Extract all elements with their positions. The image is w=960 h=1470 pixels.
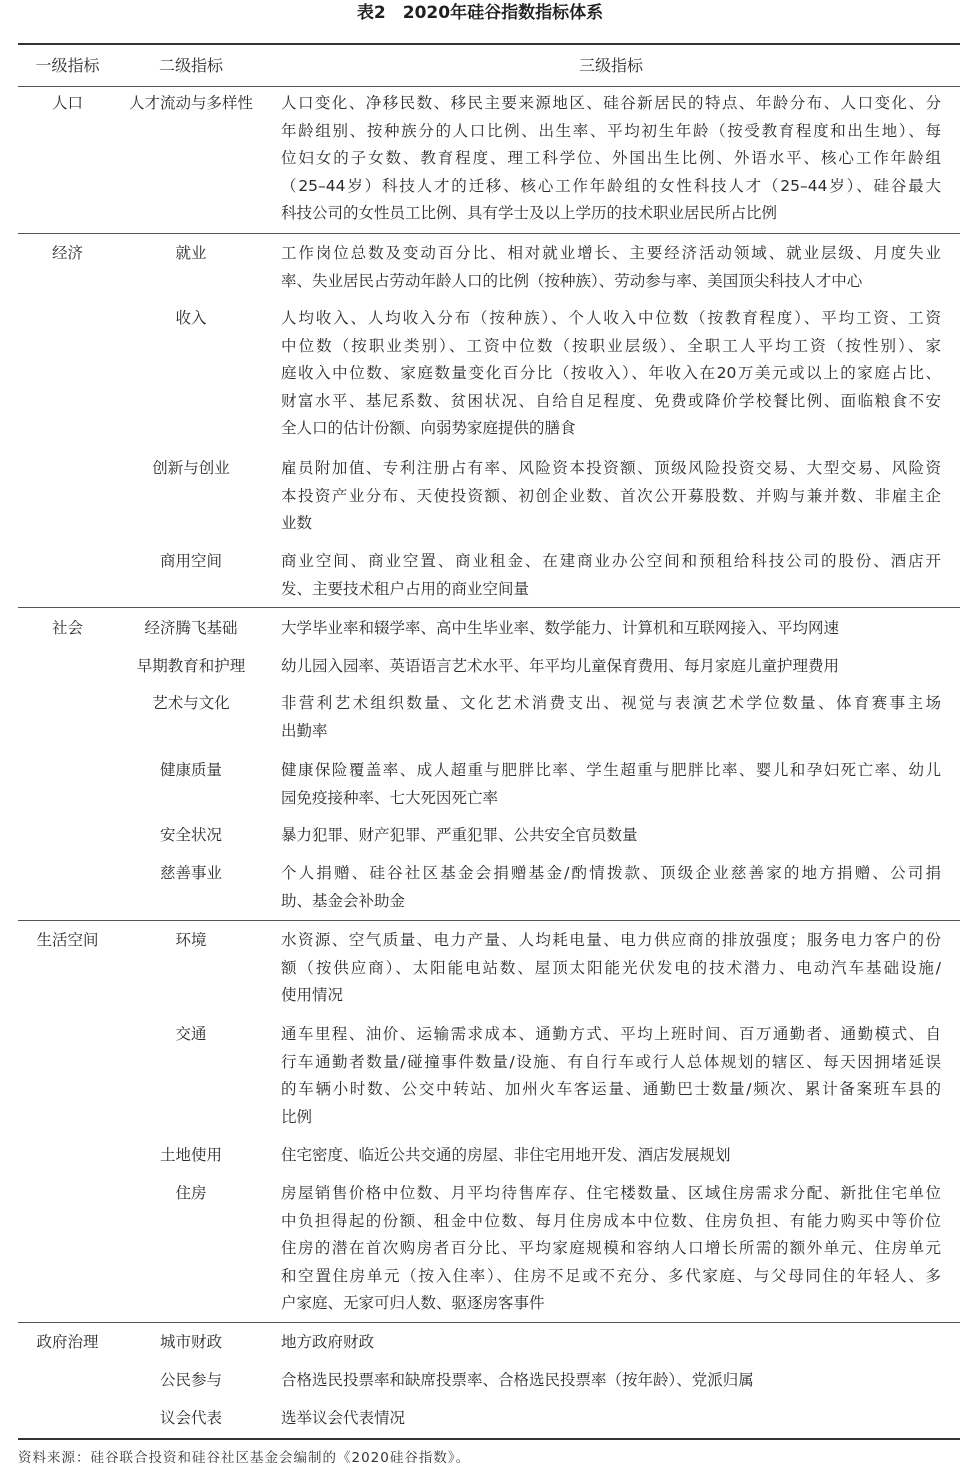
level3-cell bbox=[281, 1021, 941, 1131]
level2-cell: 创新与创业 bbox=[152, 459, 230, 477]
level3-cell bbox=[281, 455, 941, 538]
level3-cell bbox=[281, 1405, 941, 1433]
header-bottom-rule bbox=[18, 86, 960, 87]
header-level1: 一级指标 bbox=[35, 56, 100, 75]
level2-cell: 艺术与文化 bbox=[152, 694, 230, 712]
level3-cell bbox=[281, 1142, 941, 1170]
level3-line: 科技公司的女性员工比例、具有学士及以上学历的技术职业居民所占比例 bbox=[281, 204, 778, 222]
level3-line: 幼儿园入园率、英语语言艺术水平、年平均儿童保育费用、每月家庭儿童护理费用 bbox=[281, 657, 840, 675]
group-separator-rule bbox=[18, 920, 960, 921]
level3-line: 发、主要技术租户占用的商业空间量 bbox=[281, 579, 530, 598]
level3-line: 使用情况 bbox=[281, 986, 344, 1004]
level3-line: 健康保险覆盖率、成人超重与肥胖比率、学生超重与肥胖比率、婴儿和孕妇死亡率、幼儿 bbox=[281, 761, 941, 779]
level3-line: 出勤率 bbox=[281, 721, 328, 740]
level3-line: 中负担得起的份额、租金中位数、每月住房成本中位数、住房负担、有能力购买中等价位 bbox=[281, 1211, 941, 1230]
header-level2: 二级指标 bbox=[158, 56, 223, 75]
level2-cell: 公民参与 bbox=[159, 1371, 222, 1389]
level3-cell bbox=[281, 690, 941, 745]
level3-line: 水资源、空气质量、电力产量、人均耗电量、电力供应商的排放强度；服务电力客户的份 bbox=[281, 931, 941, 949]
level3-line: 大学毕业率和辍学率、高中生毕业率、数学能力、计算机和互联网接入、平均网速 bbox=[281, 619, 840, 637]
source-note: 资料来源：硅谷联合投资和硅谷社区基金会编制的《2020硅谷指数》。 bbox=[18, 1450, 471, 1466]
level2-cell: 交通 bbox=[175, 1025, 207, 1043]
level1-cell: 经济 bbox=[51, 244, 83, 262]
level1-cell: 政府治理 bbox=[36, 1333, 99, 1351]
level3-line: 人均收入、人均收入分布（按种族）、个人收入中位数（按教育程度）、平均工资、工资 bbox=[281, 309, 941, 327]
level3-line: 工作岗位总数及变动百分比、相对就业增长、主要经济活动领域、就业层级、月度失业 bbox=[281, 244, 941, 262]
level3-line: 助、基金会补助金 bbox=[281, 891, 406, 910]
level2-cell: 早期教育和护理 bbox=[136, 657, 246, 675]
level3-line: 行车通勤者数量/碰撞事件数量/设施、有自行车或行人总体规划的辖区、每天因拥堵延误 bbox=[281, 1052, 941, 1071]
level3-line: 雇员附加值、专利注册占有率、风险资本投资额、顶级风险投资交易、大型交易、风险资 bbox=[281, 459, 941, 477]
table-title: 表2 2020年硅谷指数指标体系 bbox=[356, 3, 604, 23]
level3-line: 年龄组别、按种族分的人口比例、出生率、平均初生年龄（按受教育程度和出生地）、每 bbox=[281, 121, 941, 140]
level3-line: 的车辆小时数、公交中转站、加州火车客运量、通勤巴士数量/频次、累计备案班车县的 bbox=[281, 1080, 941, 1098]
level3-line: 人口变化、净移民数、移民主要来源地区、硅谷新居民的特点、年龄分布、人口变化、分 bbox=[281, 94, 941, 112]
level3-cell bbox=[281, 653, 941, 681]
table-bottom-rule bbox=[18, 1438, 960, 1440]
level3-line: 和空置住房单元（按入住率）、住房不足或不充分、多代家庭、与父母同住的年轻人、多 bbox=[281, 1266, 941, 1285]
level1-cell: 社会 bbox=[51, 619, 83, 637]
level3-cell bbox=[281, 240, 941, 295]
level3-line: 房屋销售价格中位数、月平均待售库存、住宅楼数量、区域住房需求分配、新批住宅单位 bbox=[281, 1184, 941, 1202]
level3-line: 合格选民投票率和缺席投票率、合格选民投票率（按年龄）、党派归属 bbox=[281, 1371, 754, 1389]
group-separator-rule bbox=[18, 1322, 960, 1323]
level2-cell: 经济腾飞基础 bbox=[144, 619, 238, 637]
level3-line: 暴力犯罪、财产犯罪、严重犯罪、公共安全官员数量 bbox=[281, 826, 638, 844]
group-separator-rule bbox=[18, 233, 960, 234]
level3-line: 额（按供应商）、太阳能电站数、屋顶太阳能光伏发电的技术潜力、电动汽车基础设施/ bbox=[281, 958, 941, 977]
level3-line: （25–44岁）科技人才的迁移、核心工作年龄组的女性科技人才（25–44岁）、硅谷最大 bbox=[281, 176, 941, 195]
level3-line: 住房的潜在首次购房者百分比、平均家庭规模和容纳人口增长所需的额外单元、住房单元 bbox=[281, 1239, 941, 1257]
level3-cell bbox=[281, 860, 941, 915]
level3-line: 比例 bbox=[281, 1107, 313, 1126]
level3-line: 通车里程、油价、运输需求成本、通勤方式、平均上班时间、百万通勤者、通勤模式、自 bbox=[281, 1025, 941, 1043]
level3-line: 非营利艺术组织数量、文化艺术消费支出、视觉与表演艺术学位数量、体育赛事主场 bbox=[281, 694, 941, 712]
level2-cell: 收入 bbox=[175, 309, 207, 327]
level3-cell bbox=[281, 305, 941, 443]
table-top-rule bbox=[18, 43, 960, 45]
level3-cell bbox=[281, 1180, 941, 1318]
level2-cell: 健康质量 bbox=[159, 761, 222, 779]
level3-cell bbox=[281, 757, 941, 812]
level3-line: 园免疫接种率、七大死因死亡率 bbox=[281, 788, 499, 807]
level3-line: 率、失业居民占劳动年龄人口的比例（按种族）、劳动参与率、美国顶尖科技人才中心 bbox=[281, 271, 863, 290]
level3-line: 位妇女的子女数、教育程度、理工科学位、外国出生比例、外语水平、核心工作年龄组 bbox=[281, 149, 941, 167]
level3-cell bbox=[281, 927, 941, 1010]
level3-line: 中位数（按职业类别）、工资中位数（按职业层级）、全职工人平均工资（按性别）、家 bbox=[281, 336, 941, 355]
level2-cell: 环境 bbox=[175, 931, 207, 949]
level2-cell: 人才流动与多样性 bbox=[128, 94, 253, 112]
level2-cell: 住房 bbox=[175, 1184, 207, 1202]
level3-line: 户家庭、无家可归人数、驱逐房客事件 bbox=[281, 1294, 545, 1312]
group-separator-rule bbox=[18, 607, 960, 608]
level1-cell: 人口 bbox=[51, 94, 83, 112]
level3-cell bbox=[281, 615, 941, 643]
level3-cell bbox=[281, 1329, 941, 1357]
level3-line: 个人捐赠、硅谷社区基金会捐赠基金/酌情拨款、顶级企业慈善家的地方捐赠、公司捐 bbox=[281, 864, 941, 882]
level3-line: 地方政府财政 bbox=[281, 1333, 375, 1351]
level2-cell: 就业 bbox=[175, 244, 207, 262]
level2-cell: 商用空间 bbox=[159, 552, 222, 570]
level3-cell bbox=[281, 548, 941, 603]
level2-cell: 城市财政 bbox=[159, 1333, 222, 1351]
level2-cell: 土地使用 bbox=[159, 1146, 222, 1164]
level3-cell bbox=[281, 90, 941, 228]
level2-cell: 议会代表 bbox=[159, 1409, 222, 1427]
level3-line: 商业空间、商业空置、商业租金、在建商业办公空间和预租给科技公司的股份、酒店开 bbox=[281, 552, 941, 570]
level3-line: 全人口的估计份额、向弱势家庭提供的膳食 bbox=[281, 419, 576, 437]
level3-line: 财富水平、基尼系数、贫困状况、自给自足程度、免费或降价学校餐比例、面临粮食不安 bbox=[281, 391, 941, 410]
level3-line: 住宅密度、临近公共交通的房屋、非住宅用地开发、酒店发展规划 bbox=[281, 1146, 731, 1164]
level3-cell bbox=[281, 1367, 941, 1395]
level1-cell: 生活空间 bbox=[36, 931, 99, 949]
level3-line: 庭收入中位数、家庭数量变化百分比（按收入）、年收入在20万美元或以上的家庭占比、 bbox=[281, 364, 941, 382]
level3-line: 选举议会代表情况 bbox=[281, 1409, 406, 1427]
level2-cell: 安全状况 bbox=[159, 826, 222, 844]
level3-cell bbox=[281, 822, 941, 850]
level2-cell: 慈善事业 bbox=[159, 864, 222, 882]
level3-line: 业数 bbox=[281, 514, 313, 532]
header-level3: 三级指标 bbox=[578, 56, 643, 75]
level3-line: 本投资产业分布、天使投资额、初创企业数、首次公开募股数、并购与兼并数、非雇主企 bbox=[281, 486, 941, 505]
